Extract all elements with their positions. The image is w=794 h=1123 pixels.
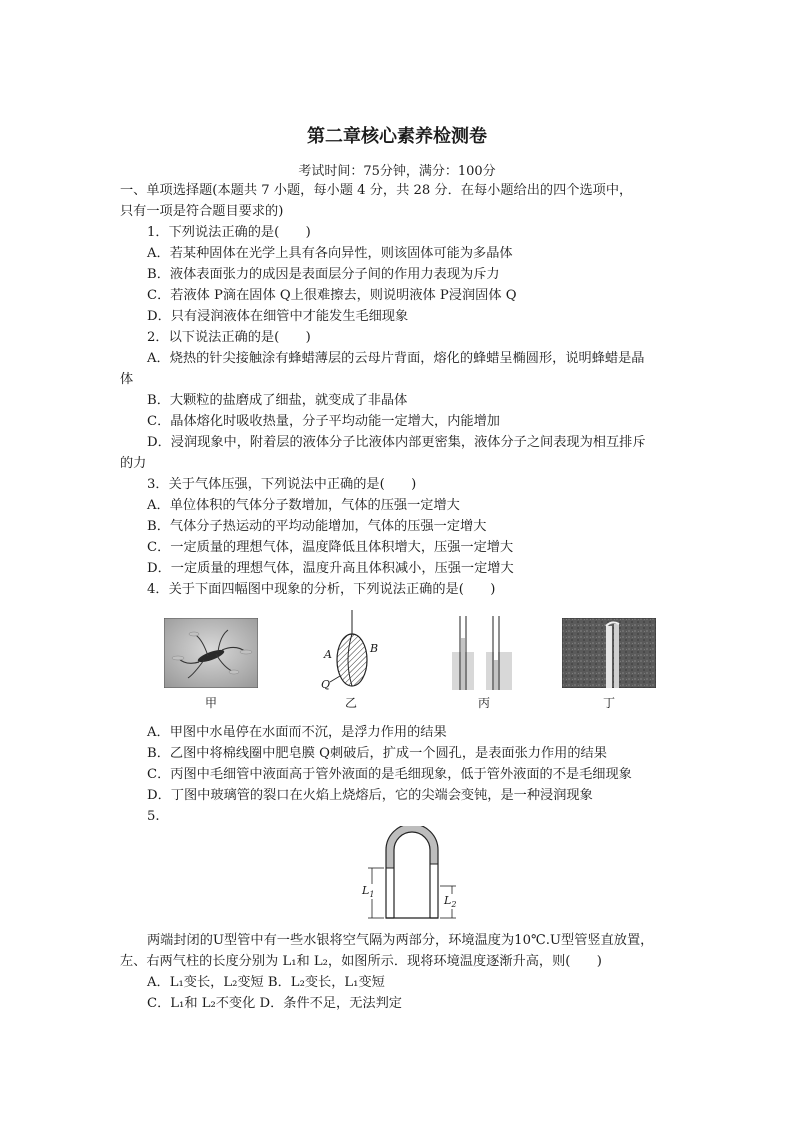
label-a: A [324,648,332,661]
q5-options-cd: C．L₁和 L₂不变化 D．条件不足，无法判定 [147,996,402,1011]
q2-option-a-line2: 体 [120,372,134,387]
q2-option-a-line1: A．烧热的针尖接触涂有蜂蜡薄层的云母片背面，熔化的蜂蜡呈椭圆形，说明蜂蜡是晶 [147,351,645,366]
q1-option-a: A．若某种固体在光学上具有各向异性，则该固体可能为多晶体 [147,246,513,261]
q4-option-c: C．丙图中毛细管中液面高于管外液面的是毛细现象，低于管外液面的不是毛细现象 [147,767,632,782]
page-title: 第二章核心素养检测卷 [307,126,487,147]
q2-stem: 2．以下说法正确的是( ) [147,330,311,345]
q1-option-d: D．只有浸润液体在细管中才能发生毛细现象 [147,309,409,324]
q3-stem: 3．关于气体压强，下列说法中正确的是( ) [147,477,417,492]
q2-option-b: B．大颗粒的盐磨成了细盐，就变成了非晶体 [147,393,408,408]
caption-jia: 甲 [204,696,217,710]
capillary-tubes-diagram [452,616,512,690]
q1-stem: 1．下列说法正确的是( ) [147,225,311,240]
label-q: Q [321,678,331,691]
caption-yi: 乙 [344,696,357,710]
q5-text-line1: 两端封闭的U型管中有一些水银将空气隔为两部分，环境温度为10℃.U型管竖直放置， [147,933,654,948]
figure-jia-water-strider [164,618,258,688]
q3-option-a: A．单位体积的气体分子数增加，气体的压强一定增大 [147,498,460,513]
q5-text-line2: 左、右两气柱的长度分别为 L₁和 L₂，如图所示．现将环境温度逐渐升高，则( ) [120,954,602,969]
water-strider-image [164,618,258,688]
q4-stem: 4．关于下面四幅图中现象的分析，下列说法正确的是( ) [147,582,496,597]
label-l2: $L_2$ [444,894,457,910]
caption-bing: 丙 [477,696,490,710]
q2-option-d-line2: 的力 [120,456,147,471]
u-tube-diagram [360,826,464,924]
q5-options-ab: A．L₁变长，L₂变短 B．L₂变长，L₁变短 [147,975,385,990]
q2-option-d-line1: D．浸润现象中，附着层的液体分子比液体内部更密集，液体分子之间表现为相互排斥 [147,435,646,450]
q3-option-d: D．一定质量的理想气体，温度升高且体积减小，压强一定增大 [147,561,514,576]
q5-number: 5. [147,809,160,824]
exam-info: 考试时间：75分钟，满分：100分 [298,164,496,179]
label-l1: $L_1$ [362,884,375,900]
label-b: B [370,642,379,655]
q3-option-b: B．气体分子热运动的平均动能增加，气体的压强一定增大 [147,519,487,534]
q1-option-b: B．液体表面张力的成因是表面层分子间的作用力表现为斥力 [147,267,500,282]
q3-option-c: C．一定质量的理想气体，温度降低且体积增大，压强一定增大 [147,540,514,555]
figure-yi-soap-film [316,610,386,694]
q4-option-b: B．乙图中将棉线圈中肥皂膜 Q刺破后，扩成一个圆孔，是表面张力作用的结果 [147,746,607,761]
section-header-line2: 只有一项是符合题目要求的) [120,204,284,219]
q4-option-d: D．丁图中玻璃管的裂口在火焰上烧熔后，它的尖端会变钝，是一种浸润现象 [147,788,593,803]
figure-u-tube [360,826,464,924]
figure-ding-glass-tube [562,618,656,688]
caption-ding: 丁 [602,696,615,710]
glass-tube-image [562,618,656,688]
q1-option-c: C．若液体 P滴在固体 Q上很难擦去，则说明液体 P浸润固体 Q [147,288,517,303]
q4-option-a: A．甲图中水黾停在水面而不沉，是浮力作用的结果 [147,725,447,740]
q2-option-c: C．晶体熔化时吸收热量，分子平均动能一定增大，内能增加 [147,414,500,429]
figure-bing-capillary [452,616,512,690]
section-header-line1: 一、单项选择题(本题共 7 小题，每小题 4 分，共 28 分．在每小题给出的四个选项中， [120,183,633,198]
